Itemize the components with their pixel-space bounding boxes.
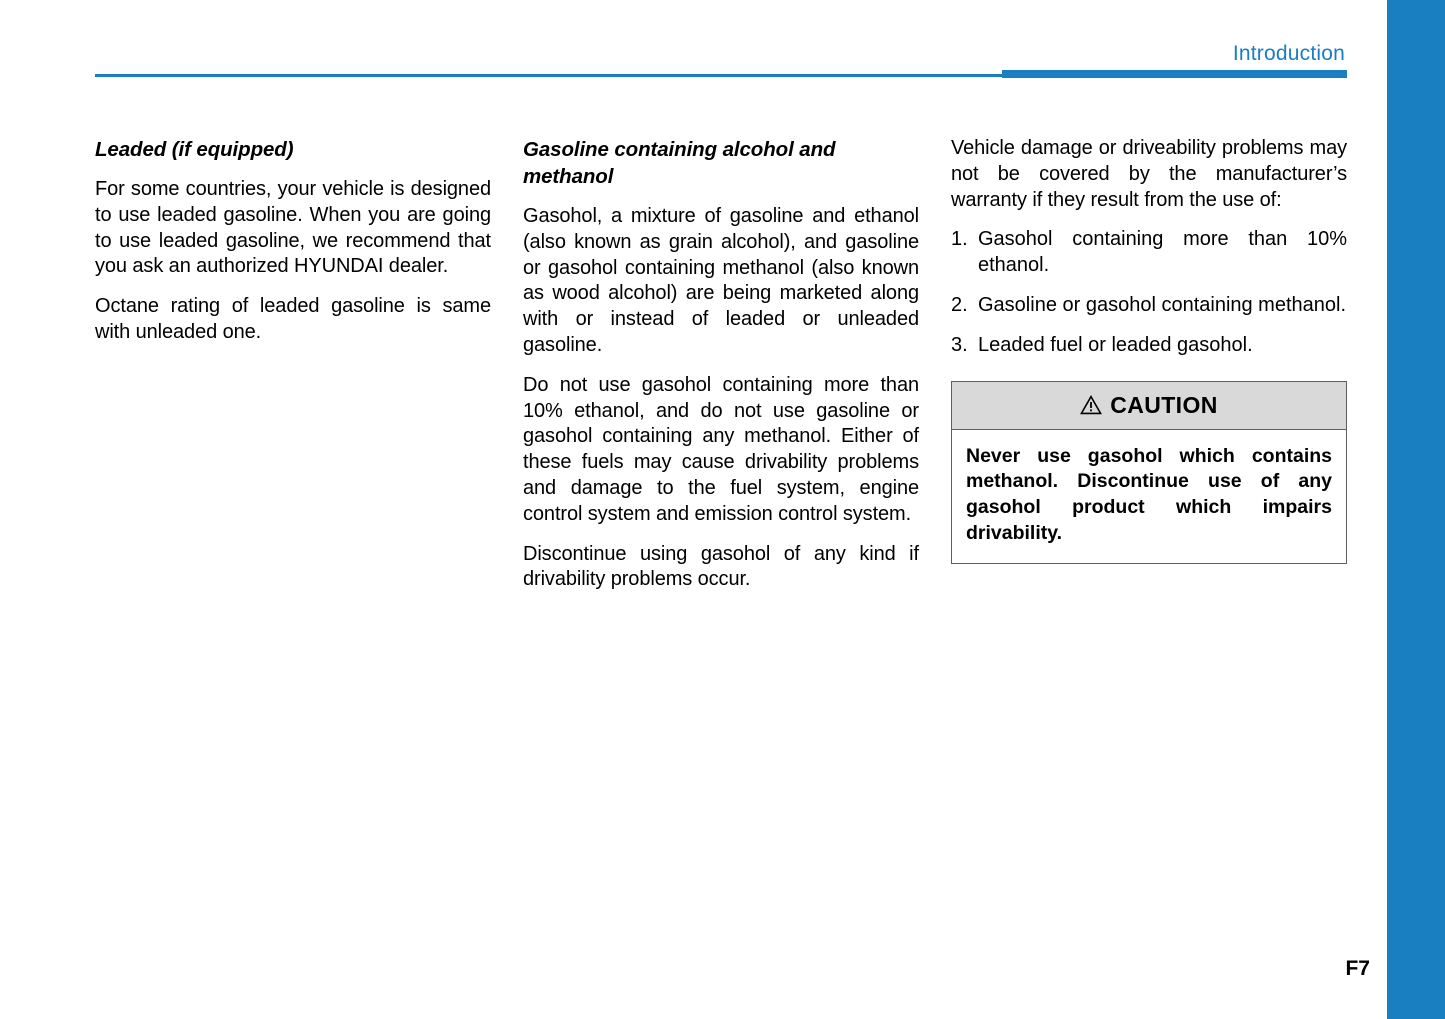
paragraph-gasohol-3: Discontinue using gasohol of any kind if drivability problems occur. [523,542,919,591]
column-leaded [95,136,491,593]
warning-triangle-icon [1080,395,1102,415]
caution-header [952,382,1346,430]
paragraph-gasohol-2: Do not use gasohol containing more than 10% ethanol, and do not use gasoline or gasohol containing any methanol. Either of these fuels may cause drivability problems and damage to the fuel system, engine control system and emission control system. [523,373,919,525]
page-header [0,0,1387,88]
paragraph-warranty-intro: Vehicle damage or driveability problems may not be covered by the manufacturer’s warranty if they result from the use of: [951,137,1347,211]
content-columns [95,136,1348,593]
list-item [951,333,1347,359]
header-rule-right [1002,70,1347,78]
page-number: F7 [1345,957,1370,980]
column-gasoline-alcohol [523,136,919,593]
page-edge-bar [1387,0,1445,1019]
paragraph-leaded-1: For some countries, your vehicle is designed to use leaded gasoline. When you are going to use leaded gasoline, we recommend that you ask an authorized HYUNDAI dealer. [95,178,491,278]
list-item-label: Gasoline or gasohol containing methanol. [978,293,1347,316]
section-title: Introduction [1232,42,1345,65]
heading-gasoline-alcohol: Gasoline containing alcohol and methanol [523,138,836,189]
caution-text: Never use gasohol which contains methanol. Discontinue use of any gasohol product which impairs drivability. [966,444,1332,544]
caution-title: CAUTION [1110,391,1218,418]
heading-leaded: Leaded (if equipped) [95,138,294,161]
list-item-label: Leaded fuel or leaded gasohol. [978,333,1253,356]
paragraph-gasohol-1: Gasohol, a mixture of gasoline and ethanol (also known as grain alcohol), and gasoline or gasohol containing methanol (also known as wood alcohol) are being marketed along with or instead of leaded or unleaded gasoline. [523,205,919,357]
column-warranty [951,136,1347,593]
header-rule-left [95,74,1002,77]
list-item [951,227,1347,279]
paragraph-leaded-2: Octane rating of leaded gasoline is same with unleaded one. [95,295,491,344]
list-item [951,293,1347,319]
warranty-exclusion-list [951,227,1347,358]
list-item-label: Gasohol containing more than 10% ethanol. [978,228,1347,277]
list-item-number: 1. [951,228,968,251]
list-item-number: 2. [951,293,968,316]
caution-box [951,381,1347,564]
list-item-number: 3. [951,333,968,356]
